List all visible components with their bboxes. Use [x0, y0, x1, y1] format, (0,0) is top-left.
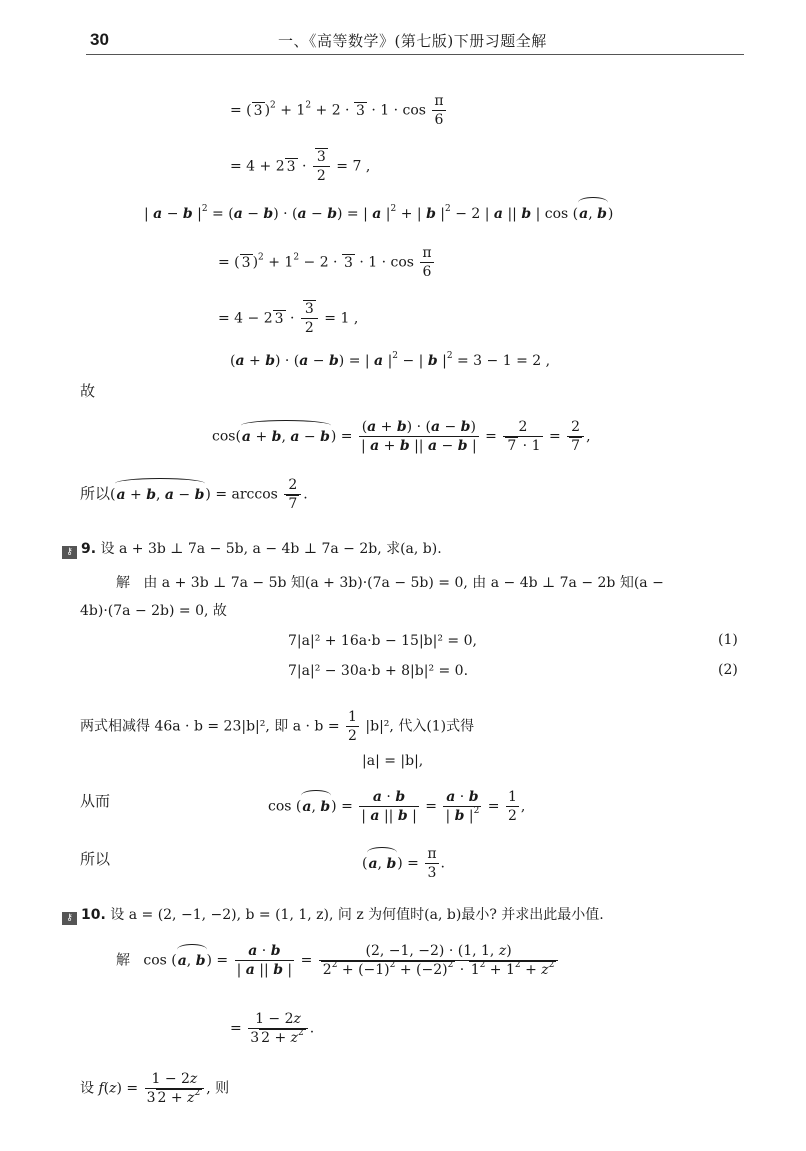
- solution-label: 解: [116, 952, 130, 969]
- formula-line: 设 f(z) = $\frac{1 - 2z}{3 2 + z^2}$ , 则: [80, 1071, 230, 1106]
- equation-number: (2): [718, 662, 738, 678]
- solution-text: 由 a + 3b ⊥ 7a − 5b 知(a + 3b)·(7a − 5b) = 0, 由 a − 4b ⊥ 7a − 2b 知(a −: [143, 575, 664, 591]
- text-fragment: 设: [80, 1080, 94, 1097]
- solution-line: 解 cos (a, b) = $\frac{a \cdot b}{| a || b |}$ = $\frac{(2, -1, -2) \cdot (1, 1, z)}{2^2 + (-1)^2 + (-2)^2 \cdot 1^2 + 1^2 + z^2}$: [116, 942, 560, 979]
- text-gu: 故: [80, 382, 96, 400]
- solution-label: 解: [116, 575, 130, 591]
- problem-text: 设 a + 3b ⊥ 7a − 5b, a − 4b ⊥ 7a − 2b, 求(a, b).: [100, 541, 442, 557]
- text-congerr: 从而: [80, 792, 111, 810]
- text-suoyi: 所以: [80, 850, 111, 868]
- text-fragment: |b|², 代入(1)式得: [365, 718, 475, 735]
- formula-line: (a + b) · (a − b) = | a $|^2$ − | b $|^2 = 3 - 1 = 2$ ,: [230, 351, 551, 369]
- problem-9-statement: [62, 538, 442, 560]
- key-icon: ⚷: [62, 546, 77, 559]
- equation-1: 7|a|² + 16a·b − 15|b|² = 0,: [288, 633, 477, 649]
- formula-line: = 4 + 2 3 · $\frac{3}{2}$ = 7 ,: [230, 149, 371, 184]
- equation-number: (1): [718, 632, 738, 648]
- formula-line: |a| = |b|,: [362, 753, 424, 769]
- formula-line: = ( 3 )$^2 + 1^2 + 2 \cdot 3 \cdot 1 \cdot \cos$ $\frac{\pi}{6}$: [230, 93, 444, 128]
- formula-line: cos (a, b) = $\frac{a \cdot b}{| a || b |}$ = $\frac{a \cdot b}{| b |^2}$ = $\frac{1}{2}$ ,: [268, 789, 526, 824]
- formula-line: 两式相减得 46a · b = 23|b|², 即 a · b = $\frac{1}{2}$ |b|², 代入(1)式得: [80, 709, 475, 744]
- problem-10-statement: [62, 904, 604, 926]
- formula-line: = ( 3 )$^2 + 1^2 - 2 \cdot 3 \cdot 1 \cdot \cos$ $\frac{\pi}{6}$: [218, 245, 432, 280]
- text-fragment: 两式相减得 46a · b = 23|b|², 即 a · b =: [80, 718, 340, 735]
- page-header: [86, 28, 744, 55]
- equation-2: 7|a|² − 30a·b + 8|b|² = 0.: [288, 663, 469, 679]
- formula-line: = 4 − 2 3 · $\frac{3}{2}$ = 1 ,: [218, 301, 359, 336]
- formula-line: 所以(a + b, a − b) = arccos $\frac{2}{7}$ .: [80, 477, 308, 512]
- page-number: 30: [90, 30, 109, 49]
- formula-line: = $\frac{1 - 2z}{3 2 + z^2}$ .: [230, 1011, 315, 1046]
- solution-line: 4b)·(7a − 2b) = 0, 故: [80, 603, 227, 619]
- text-suoyi-prefix: 所以: [80, 484, 111, 503]
- text-fragment: , 则: [206, 1080, 230, 1097]
- problem-number: 9.: [81, 541, 97, 557]
- formula-line: | a − b $|^2 = (a - b) \cdot (a - b)$ = | a $|^2$ + | b $|^2 - 2$ | a || b | cos (a, b): [144, 203, 613, 225]
- problem-number: 10.: [81, 907, 106, 923]
- solution-line: [116, 572, 664, 594]
- formula-line: cos(a + b, a − b) = $\frac{(a + b) \cdot (a - b)}{| a + b || a - b |}$ = $\frac{2}{7 \cdot 1}$ = $\frac{2}{7}$ ,: [212, 419, 591, 454]
- key-icon: ⚷: [62, 912, 77, 925]
- formula-line: (a, b) = $\frac{\pi}{3}$ .: [362, 846, 445, 881]
- problem-text: 设 a = (2, −1, −2), b = (1, 1, z), 问 z 为何值时(a, b)最小? 并求出此最小值.: [110, 907, 604, 923]
- running-title: 一、《高等数学》(第七版)下册习题全解: [278, 32, 547, 50]
